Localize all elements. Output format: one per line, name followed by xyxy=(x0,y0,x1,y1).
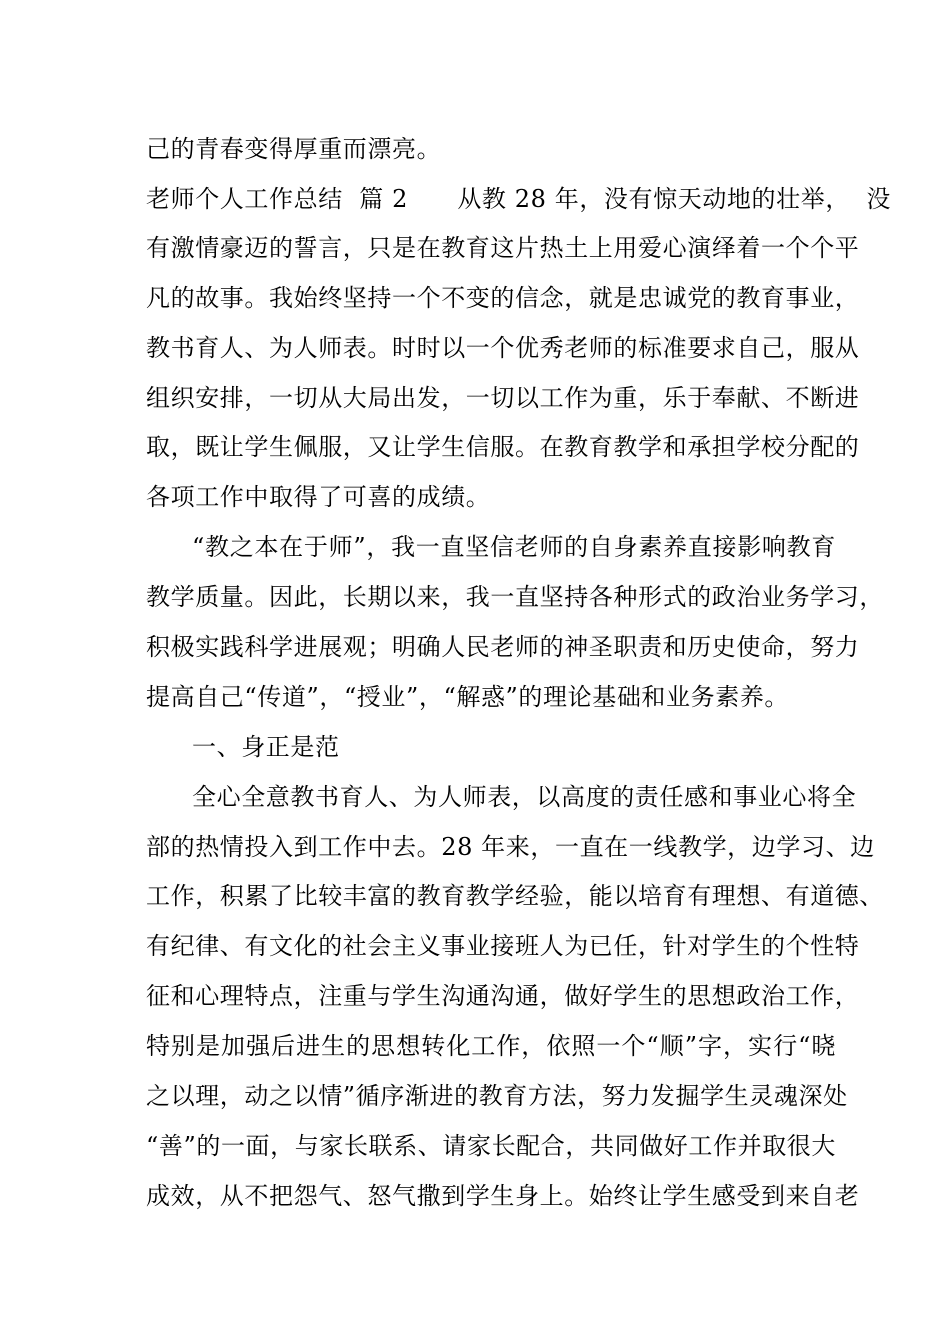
section-title-line: 老师个人工作总结 篇 2 从教 28 年，没有惊天动地的壮举， 没 xyxy=(146,185,891,213)
text-line: 各项工作中取得了可喜的成绩。 xyxy=(146,483,491,511)
text-line: 部的热情投入到工作中去。28 年来，一直在一线教学，边学习、边 xyxy=(146,833,875,861)
text-line: 凡的故事。我始终坚持一个不变的信念，就是忠诚党的教育事业， xyxy=(146,284,860,312)
text-line: 取，既让学生佩服，又让学生信服。在教育教学和承担学校分配的 xyxy=(146,433,860,461)
text-line: 全心全意教书育人、为人师表，以高度的责任感和事业心将全 xyxy=(192,783,857,811)
text-line: 教学质量。因此，长期以来，我一直坚持各种形式的政治业务学习， xyxy=(146,583,884,611)
text-line: 提高自己“传道”，“授业”，“解惑”的理论基础和业务素养。 xyxy=(146,683,790,711)
text-line: 征和心理特点，注重与学生沟通沟通，做好学生的思想政治工作， xyxy=(146,982,860,1010)
text-line: “教之本在于师”，我一直坚信老师的自身素养直接影响教育 xyxy=(192,533,836,561)
text-line: 成效，从不把怨气、怒气撒到学生身上。始终让学生感受到来自老 xyxy=(146,1182,860,1210)
text-line: 有纪律、有文化的社会主义事业接班人为已任，针对学生的个性特 xyxy=(146,932,860,960)
section-heading: 一、身正是范 xyxy=(192,733,340,761)
text-line: 积极实践科学进展观；明确人民老师的神圣职责和历史使命，努力 xyxy=(146,633,860,661)
text-line: 组织安排，一切从大局出发，一切以工作为重，乐于奉献、不断进 xyxy=(146,384,860,412)
text-line: 教书育人、为人师表。时时以一个优秀老师的标准要求自己，服从 xyxy=(146,334,860,362)
text-line: 有激情豪迈的誓言，只是在教育这片热土上用爱心演绎着一个个平 xyxy=(146,234,860,262)
text-line: 工作，积累了比较丰富的教育教学经验，能以培育有理想、有道德、 xyxy=(146,882,884,910)
text-line: 之以理，动之以情”循序渐进的教育方法，努力发掘学生灵魂深处 xyxy=(146,1082,848,1110)
text-line: 己的青春变得厚重而漂亮。 xyxy=(146,135,442,163)
text-line: “善”的一面，与家长联系、请家长配合，共同做好工作并取很大 xyxy=(146,1132,836,1160)
text-line: 特别是加强后进生的思想转化工作，依照一个“顺”字，实行“晓 xyxy=(146,1032,836,1060)
